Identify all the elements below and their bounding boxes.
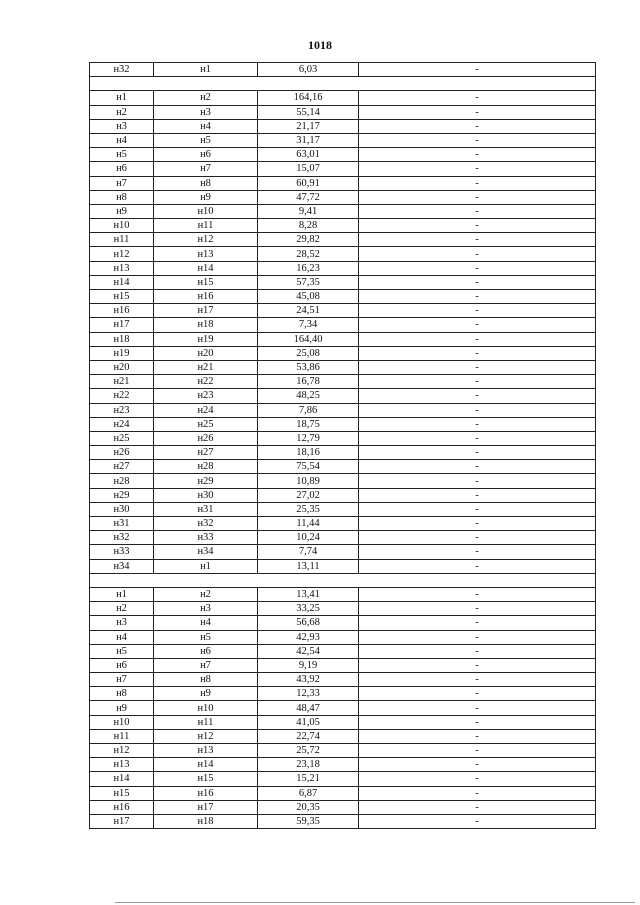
table-row (90, 587, 596, 601)
from-point-cell: н10 (90, 219, 154, 233)
table-row (90, 559, 596, 573)
table-row (90, 460, 596, 474)
from-point-cell: н7 (90, 176, 154, 190)
to-point-cell: н14 (154, 758, 258, 772)
table-row (90, 389, 596, 403)
table-row (90, 148, 596, 162)
note-cell: - (359, 502, 596, 516)
note-cell: - (359, 602, 596, 616)
to-point-cell: н23 (154, 389, 258, 403)
to-point-cell: н4 (154, 119, 258, 133)
note-cell: - (359, 63, 596, 77)
to-point-cell: н11 (154, 219, 258, 233)
distance-cell: 164,40 (258, 332, 359, 346)
table-row (90, 261, 596, 275)
note-cell: - (359, 233, 596, 247)
distance-cell: 75,54 (258, 460, 359, 474)
note-cell: - (359, 403, 596, 417)
distance-cell: 63,01 (258, 148, 359, 162)
table-row (90, 786, 596, 800)
distance-cell: 9,41 (258, 204, 359, 218)
distance-cell: 25,72 (258, 744, 359, 758)
from-point-cell: н6 (90, 658, 154, 672)
table-row (90, 91, 596, 105)
from-point-cell: н28 (90, 474, 154, 488)
table-row (90, 630, 596, 644)
from-point-cell: н3 (90, 119, 154, 133)
from-point-cell: н27 (90, 460, 154, 474)
from-point-cell: н12 (90, 247, 154, 261)
table-row (90, 644, 596, 658)
note-cell: - (359, 332, 596, 346)
from-point-cell: н8 (90, 687, 154, 701)
from-point-cell: н5 (90, 148, 154, 162)
note-cell: - (359, 758, 596, 772)
distance-cell: 16,78 (258, 375, 359, 389)
table-row (90, 502, 596, 516)
distance-cell: 8,28 (258, 219, 359, 233)
distance-cell: 15,07 (258, 162, 359, 176)
from-point-cell: н31 (90, 517, 154, 531)
distance-cell: 6,03 (258, 63, 359, 77)
to-point-cell: н31 (154, 502, 258, 516)
to-point-cell: н21 (154, 360, 258, 374)
note-cell: - (359, 261, 596, 275)
to-point-cell: н12 (154, 233, 258, 247)
table-row (90, 729, 596, 743)
distance-cell: 48,47 (258, 701, 359, 715)
from-point-cell: н21 (90, 375, 154, 389)
from-point-cell: н24 (90, 417, 154, 431)
from-point-cell: н19 (90, 346, 154, 360)
to-point-cell: н20 (154, 346, 258, 360)
distance-cell: 20,35 (258, 800, 359, 814)
table-row (90, 204, 596, 218)
note-cell: - (359, 375, 596, 389)
distance-cell: 6,87 (258, 786, 359, 800)
from-point-cell: н2 (90, 602, 154, 616)
distance-cell: 57,35 (258, 275, 359, 289)
distance-cell: 15,21 (258, 772, 359, 786)
distance-cell: 24,51 (258, 304, 359, 318)
table-row (90, 687, 596, 701)
note-cell: - (359, 744, 596, 758)
note-cell: - (359, 247, 596, 261)
distance-cell: 55,14 (258, 105, 359, 119)
distance-cell: 16,23 (258, 261, 359, 275)
table-row (90, 162, 596, 176)
from-point-cell: н25 (90, 431, 154, 445)
from-point-cell: н3 (90, 616, 154, 630)
from-point-cell: н11 (90, 729, 154, 743)
table-row (90, 772, 596, 786)
note-cell: - (359, 772, 596, 786)
from-point-cell: н22 (90, 389, 154, 403)
note-cell: - (359, 318, 596, 332)
section-separator-row (90, 573, 596, 587)
from-point-cell: н1 (90, 587, 154, 601)
from-point-cell: н13 (90, 758, 154, 772)
from-point-cell: н18 (90, 332, 154, 346)
table-row (90, 133, 596, 147)
from-point-cell: н5 (90, 644, 154, 658)
table-row (90, 290, 596, 304)
to-point-cell: н10 (154, 701, 258, 715)
note-cell: - (359, 630, 596, 644)
note-cell: - (359, 190, 596, 204)
table-body (90, 63, 596, 829)
to-point-cell: н15 (154, 275, 258, 289)
to-point-cell: н32 (154, 517, 258, 531)
distance-cell: 25,08 (258, 346, 359, 360)
distance-cell: 9,19 (258, 658, 359, 672)
note-cell: - (359, 91, 596, 105)
table-row (90, 474, 596, 488)
note-cell: - (359, 786, 596, 800)
page-number: 1018 (308, 38, 332, 52)
note-cell: - (359, 119, 596, 133)
from-point-cell: н17 (90, 318, 154, 332)
distance-cell: 164,16 (258, 91, 359, 105)
to-point-cell: н18 (154, 814, 258, 828)
table-row (90, 63, 596, 77)
distance-cell: 31,17 (258, 133, 359, 147)
note-cell: - (359, 176, 596, 190)
boundary-segments-table (89, 62, 596, 829)
to-point-cell: н7 (154, 658, 258, 672)
table-row (90, 233, 596, 247)
section-separator-row (90, 77, 596, 91)
note-cell: - (359, 204, 596, 218)
to-point-cell: н2 (154, 587, 258, 601)
distance-cell: 12,33 (258, 687, 359, 701)
from-point-cell: н33 (90, 545, 154, 559)
note-cell: - (359, 488, 596, 502)
note-cell: - (359, 531, 596, 545)
note-cell: - (359, 290, 596, 304)
to-point-cell: н6 (154, 644, 258, 658)
note-cell: - (359, 346, 596, 360)
note-cell: - (359, 133, 596, 147)
to-point-cell: н3 (154, 602, 258, 616)
table-row (90, 431, 596, 445)
from-point-cell: н32 (90, 531, 154, 545)
from-point-cell: н9 (90, 701, 154, 715)
to-point-cell: н13 (154, 247, 258, 261)
from-point-cell: н11 (90, 233, 154, 247)
table-row (90, 190, 596, 204)
distance-cell: 10,24 (258, 531, 359, 545)
table-row (90, 545, 596, 559)
table-row (90, 176, 596, 190)
from-point-cell: н2 (90, 105, 154, 119)
table-row (90, 616, 596, 630)
table-row (90, 446, 596, 460)
from-point-cell: н14 (90, 772, 154, 786)
note-cell: - (359, 446, 596, 460)
note-cell: - (359, 360, 596, 374)
table-row (90, 701, 596, 715)
to-point-cell: н3 (154, 105, 258, 119)
table-row (90, 304, 596, 318)
note-cell: - (359, 687, 596, 701)
page-bottom-rule (115, 902, 635, 903)
to-point-cell: н9 (154, 190, 258, 204)
table-row (90, 744, 596, 758)
note-cell: - (359, 644, 596, 658)
table-row (90, 758, 596, 772)
from-point-cell: н34 (90, 559, 154, 573)
note-cell: - (359, 389, 596, 403)
to-point-cell: н10 (154, 204, 258, 218)
from-point-cell: н14 (90, 275, 154, 289)
table-row (90, 375, 596, 389)
from-point-cell: н15 (90, 786, 154, 800)
table-row (90, 800, 596, 814)
distance-cell: 43,92 (258, 673, 359, 687)
table-row (90, 658, 596, 672)
from-point-cell: н15 (90, 290, 154, 304)
note-cell: - (359, 814, 596, 828)
to-point-cell: н5 (154, 133, 258, 147)
distance-cell: 7,74 (258, 545, 359, 559)
separator-cell (90, 77, 596, 91)
table-row (90, 673, 596, 687)
note-cell: - (359, 701, 596, 715)
to-point-cell: н1 (154, 63, 258, 77)
note-cell: - (359, 417, 596, 431)
to-point-cell: н16 (154, 290, 258, 304)
note-cell: - (359, 587, 596, 601)
to-point-cell: н13 (154, 744, 258, 758)
table-row (90, 318, 596, 332)
from-point-cell: н16 (90, 304, 154, 318)
from-point-cell: н12 (90, 744, 154, 758)
table-row (90, 360, 596, 374)
to-point-cell: н8 (154, 176, 258, 190)
to-point-cell: н33 (154, 531, 258, 545)
distance-cell: 42,93 (258, 630, 359, 644)
distance-cell: 11,44 (258, 517, 359, 531)
from-point-cell: н26 (90, 446, 154, 460)
note-cell: - (359, 545, 596, 559)
to-point-cell: н6 (154, 148, 258, 162)
from-point-cell: н16 (90, 800, 154, 814)
from-point-cell: н13 (90, 261, 154, 275)
distance-cell: 56,68 (258, 616, 359, 630)
to-point-cell: н29 (154, 474, 258, 488)
to-point-cell: н14 (154, 261, 258, 275)
from-point-cell: н6 (90, 162, 154, 176)
note-cell: - (359, 474, 596, 488)
table-row (90, 275, 596, 289)
distance-cell: 22,74 (258, 729, 359, 743)
distance-cell: 7,86 (258, 403, 359, 417)
to-point-cell: н1 (154, 559, 258, 573)
distance-cell: 23,18 (258, 758, 359, 772)
distance-cell: 7,34 (258, 318, 359, 332)
note-cell: - (359, 460, 596, 474)
to-point-cell: н17 (154, 800, 258, 814)
to-point-cell: н9 (154, 687, 258, 701)
to-point-cell: н24 (154, 403, 258, 417)
to-point-cell: н12 (154, 729, 258, 743)
to-point-cell: н27 (154, 446, 258, 460)
note-cell: - (359, 673, 596, 687)
table-row (90, 119, 596, 133)
table-row (90, 247, 596, 261)
to-point-cell: н15 (154, 772, 258, 786)
distance-cell: 53,86 (258, 360, 359, 374)
from-point-cell: н7 (90, 673, 154, 687)
table-row (90, 219, 596, 233)
to-point-cell: н19 (154, 332, 258, 346)
from-point-cell: н8 (90, 190, 154, 204)
note-cell: - (359, 715, 596, 729)
to-point-cell: н8 (154, 673, 258, 687)
to-point-cell: н4 (154, 616, 258, 630)
note-cell: - (359, 148, 596, 162)
distance-cell: 47,72 (258, 190, 359, 204)
to-point-cell: н7 (154, 162, 258, 176)
distance-cell: 41,05 (258, 715, 359, 729)
from-point-cell: н17 (90, 814, 154, 828)
table-row (90, 417, 596, 431)
to-point-cell: н28 (154, 460, 258, 474)
to-point-cell: н34 (154, 545, 258, 559)
distance-cell: 27,02 (258, 488, 359, 502)
from-point-cell: н32 (90, 63, 154, 77)
to-point-cell: н16 (154, 786, 258, 800)
distance-cell: 10,89 (258, 474, 359, 488)
note-cell: - (359, 162, 596, 176)
table-row (90, 488, 596, 502)
to-point-cell: н11 (154, 715, 258, 729)
distance-cell: 12,79 (258, 431, 359, 445)
from-point-cell: н1 (90, 91, 154, 105)
to-point-cell: н18 (154, 318, 258, 332)
note-cell: - (359, 658, 596, 672)
note-cell: - (359, 431, 596, 445)
from-point-cell: н23 (90, 403, 154, 417)
note-cell: - (359, 105, 596, 119)
distance-cell: 18,16 (258, 446, 359, 460)
to-point-cell: н30 (154, 488, 258, 502)
table-row (90, 346, 596, 360)
distance-cell: 13,41 (258, 587, 359, 601)
distance-cell: 25,35 (258, 502, 359, 516)
distance-cell: 60,91 (258, 176, 359, 190)
table-row (90, 602, 596, 616)
distance-cell: 48,25 (258, 389, 359, 403)
to-point-cell: н26 (154, 431, 258, 445)
from-point-cell: н9 (90, 204, 154, 218)
from-point-cell: н20 (90, 360, 154, 374)
note-cell: - (359, 517, 596, 531)
note-cell: - (359, 616, 596, 630)
distance-cell: 45,08 (258, 290, 359, 304)
note-cell: - (359, 559, 596, 573)
distance-cell: 42,54 (258, 644, 359, 658)
distance-cell: 33,25 (258, 602, 359, 616)
to-point-cell: н17 (154, 304, 258, 318)
note-cell: - (359, 800, 596, 814)
table-row (90, 715, 596, 729)
distance-cell: 29,82 (258, 233, 359, 247)
table-row (90, 105, 596, 119)
table-row (90, 332, 596, 346)
distance-cell: 13,11 (258, 559, 359, 573)
from-point-cell: н10 (90, 715, 154, 729)
distance-cell: 28,52 (258, 247, 359, 261)
table-row (90, 814, 596, 828)
table-row (90, 531, 596, 545)
separator-cell (90, 573, 596, 587)
table-row (90, 517, 596, 531)
note-cell: - (359, 219, 596, 233)
distance-cell: 18,75 (258, 417, 359, 431)
distance-cell: 21,17 (258, 119, 359, 133)
to-point-cell: н22 (154, 375, 258, 389)
to-point-cell: н2 (154, 91, 258, 105)
note-cell: - (359, 729, 596, 743)
note-cell: - (359, 275, 596, 289)
distance-cell: 59,35 (258, 814, 359, 828)
note-cell: - (359, 304, 596, 318)
from-point-cell: н4 (90, 133, 154, 147)
to-point-cell: н5 (154, 630, 258, 644)
from-point-cell: н30 (90, 502, 154, 516)
to-point-cell: н25 (154, 417, 258, 431)
from-point-cell: н4 (90, 630, 154, 644)
from-point-cell: н29 (90, 488, 154, 502)
table-row (90, 403, 596, 417)
